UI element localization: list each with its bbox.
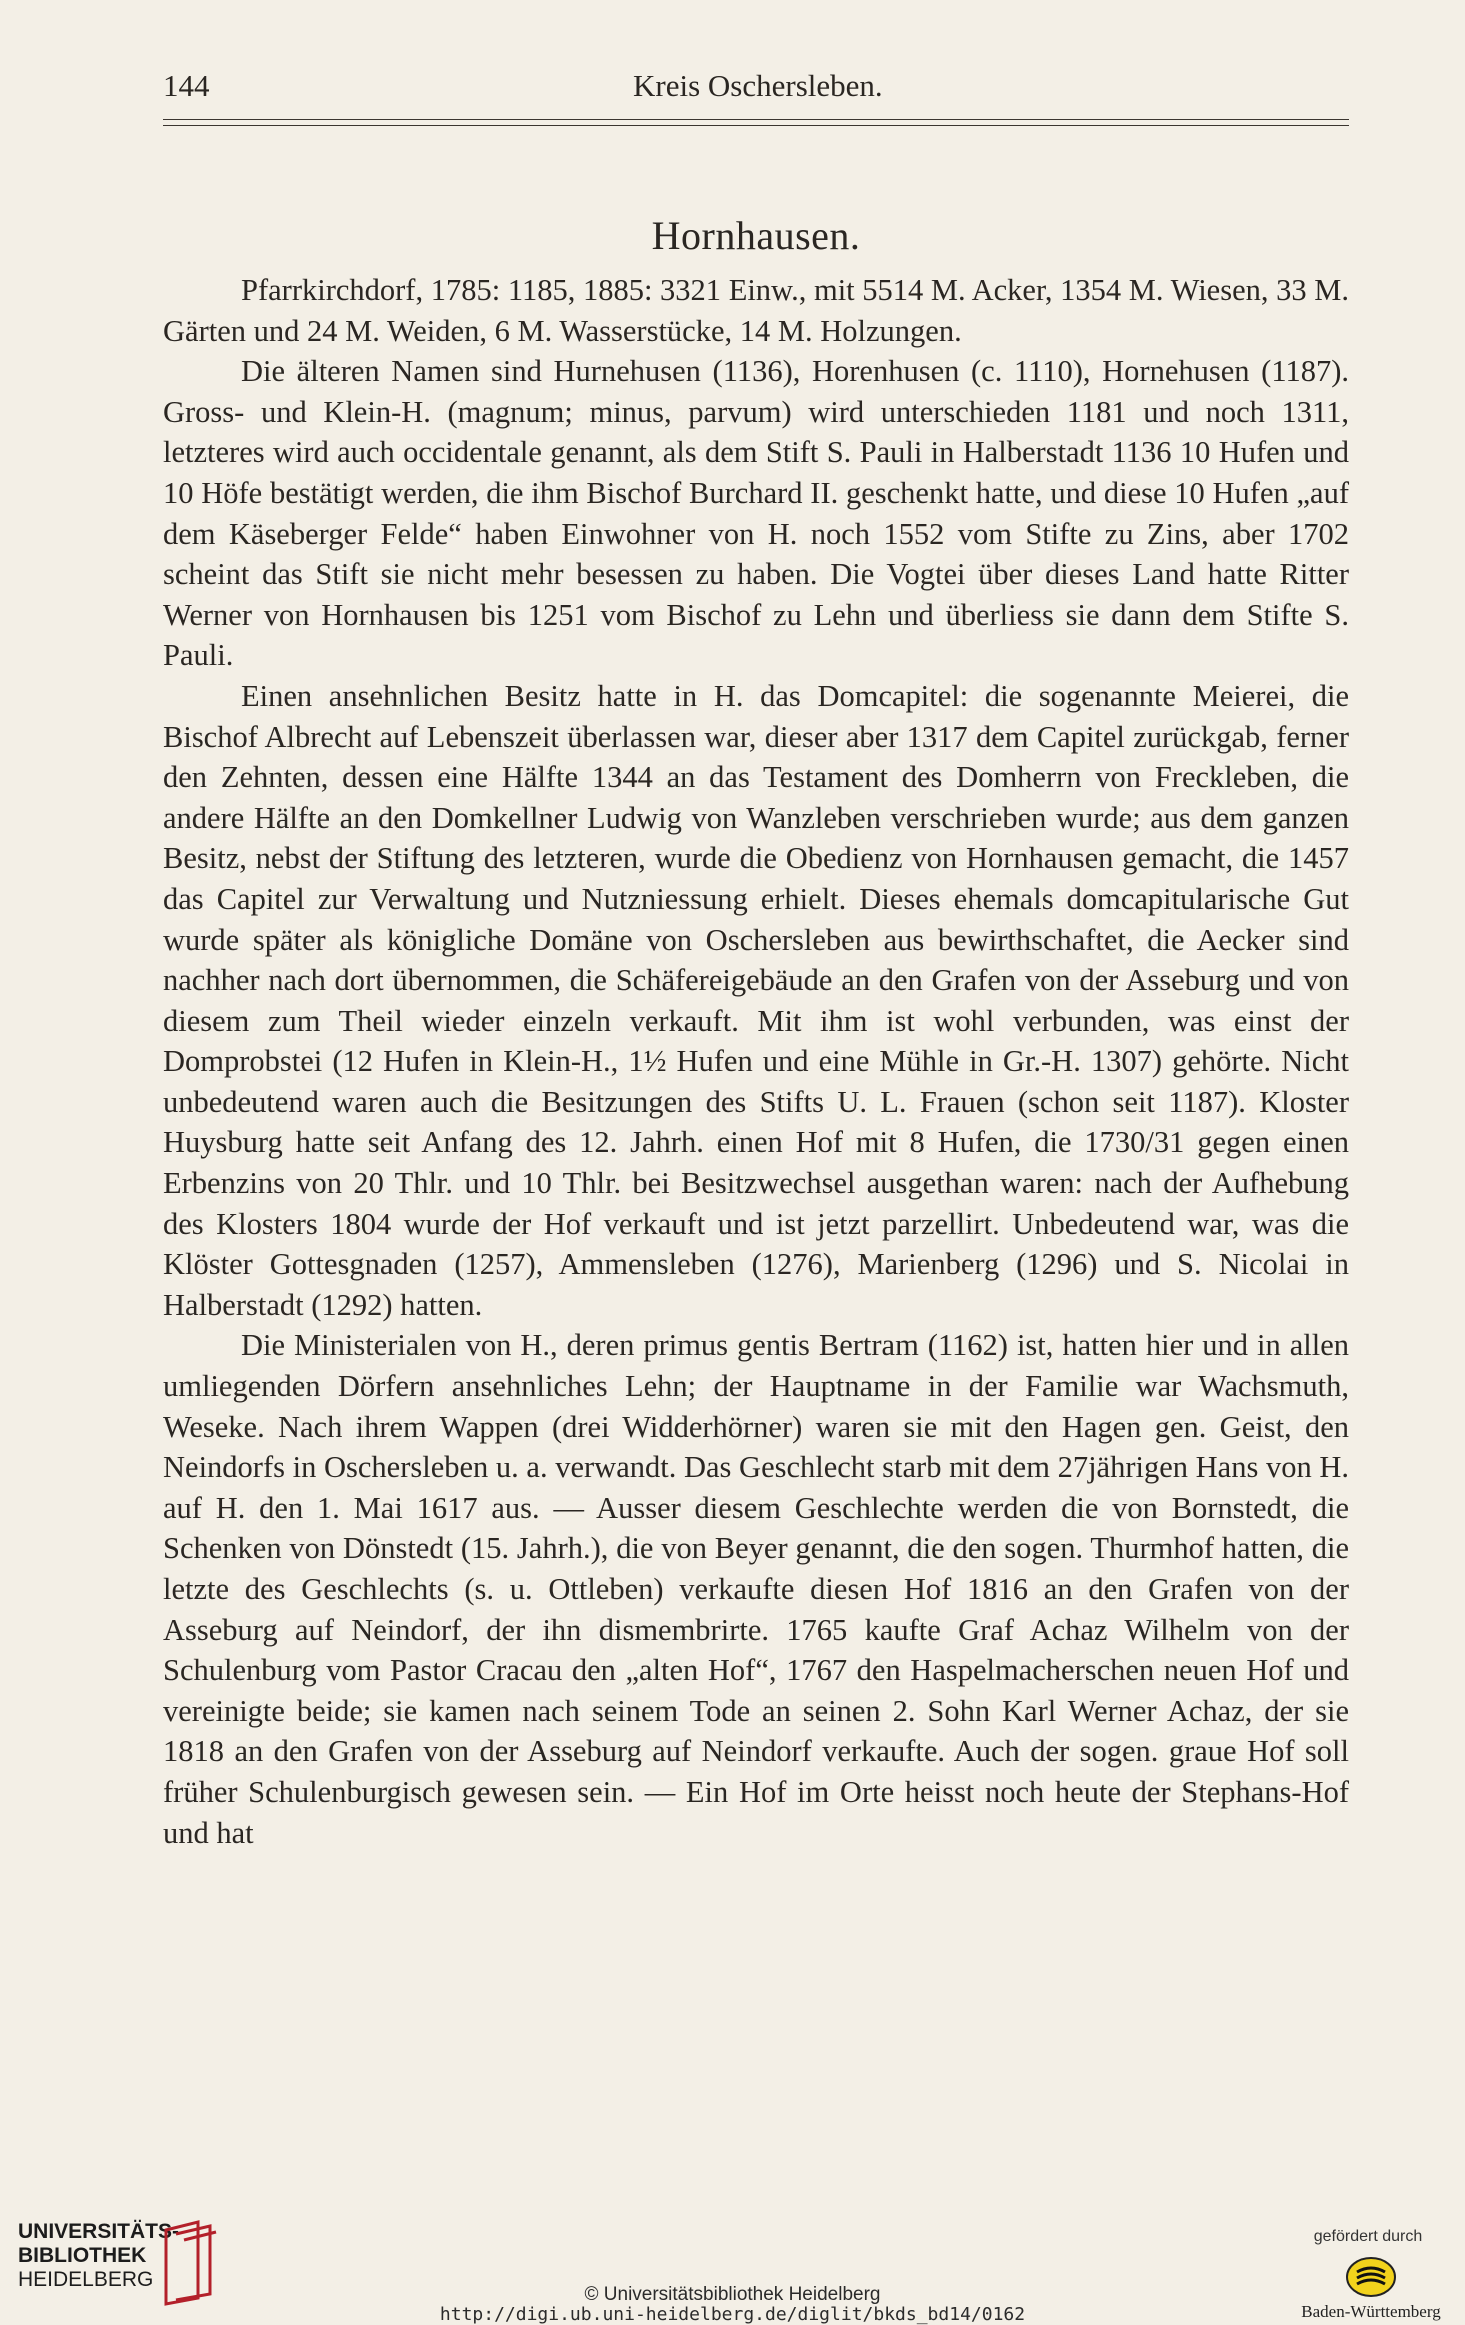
funded-by-label: gefördert durch <box>1313 2228 1423 2245</box>
page-header <box>163 68 1349 114</box>
source-url[interactable]: http://digi.ub.uni-heidelberg.de/diglit/bkds_bd14/0162 <box>439 2304 1026 2325</box>
paragraph-3: Einen ansehnlichen Besitz hatte in H. das Domcapitel: die sogenannte Meierei, die Bischof Albrecht auf Lebenszeit überlassen war, dieser aber 1317 dem Capitel zurückgab, ferner den Zehnten, dessen eine Hälfte 1344 an das Testament des Domherrn von Freckleben, die andere Hälfte an den Domkellner Ludwig von Wanzleben verschrieben wurde; aus dem ganzen Besitz, nebst der Stiftung des letzteren, wurde die Obedienz von Hornhausen gemacht, die 1457 das Capitel zur Verwaltung und Nutzniessung erhielt. Dieses ehemals domcapitularische Gut wurde später als königliche Domäne von Oschersleben aus bewirthschaftet, die Aecker sind nachher nach dort übernommen, die Schäfereigebäude an den Grafen von der Asseburg und von diesem zum Theil wieder einzeln verkauft. Mit ihm ist wohl verbunden, was einst der Domprobstei (12 Hufen in Klein-H., 1½ Hufen und eine Mühle in Gr.-H. 1307) gehörte. Nicht unbedeutend waren auch die Besitzungen des Stifts U. L. Frauen (schon seit 1187). Kloster Huysburg hatte seit Anfang des 12. Jahrh. einen Hof mit 8 Hufen, die 1730/31 gegen einen Erbenzins von 20 Thlr. und 10 Thlr. bei Besitzwechsel ausgethan waren: nach der Aufhebung des Klosters 1804 wurde der Hof verkauft und ist jetzt parzellirt. Unbedeutend war, was die Klöster Gottesgnaden (1257), Ammensleben (1276), Marienberg (1296) und S. Nicolai in Halberstadt (1292) hatten. <box>163 678 1349 1322</box>
library-line-1: UNIVERSITÄTS- <box>18 2220 180 2243</box>
paragraph-1: Pfarrkirchdorf, 1785: 1185, 1885: 3321 Einw., mit 5514 M. Acker, 1354 M. Wiesen, 33 M. Gärten und 24 M. Weiden, 6 M. Wasserstücke, 14 M. Holzungen. <box>163 273 1349 348</box>
copyright-notice: © Universitätsbibliothek Heidelberg <box>584 2284 881 2305</box>
library-logo-text <box>18 2220 179 2292</box>
paragraph-4: Die Ministerialen von H., deren primus gentis Bertram (1162) ist, hatten hier und in allen umliegenden Dörfern ansehnliches Lehn; der Hauptname in der Familie war Wachsmuth, Weseke. Nach ihrem Wappen (drei Widderhörner) waren sie mit den Hagen gen. Geist, den Neindorfs in Oschersleben u. a. verwandt. Das Geschlecht starb mit dem 27jährigen Hans von H. auf H. den 1. Mai 1617 aus. — Ausser diesem Geschlechte werden die von Bornstedt, die Schenken von Dönstedt (15. Jahrh.), die von Beyer genannt, die den sogen. Thurmhof hatten, die letzte des Geschlechts (s. u. Ottleben) verkaufte diesen Hof 1816 an den Grafen von der Asseburg auf Neindorf, der ihn dismembrirte. 1765 kaufte Graf Achaz Wilhelm von der Schulenburg vom Pastor Cracau den „alten Hof“, 1767 den Haspelmacherschen neuen Hof und vereinigte beide; sie kamen nach seinem Tode an seinen 2. Sohn Karl Werner Achaz, der sie 1818 an den Grafen von der Asseburg auf Neindorf verkaufte. Auch der sogen. graue Hof soll früher Schulenburgisch gewesen sein. — Ein Hof im Orte heisst noch heute der Stephans-Hof und hat <box>163 1328 1349 1850</box>
header-rule <box>163 119 1349 126</box>
library-line-3: HEIDELBERG <box>18 2268 154 2291</box>
paragraph-2: Die älteren Namen sind Hurnehusen (1136), Horenhusen (c. 1110), Hornehusen (1187). Gross- und Klein-H. (magnum; minus, parvum) wird unterschieden 1181 und noch 1311, letzteres wird auch occidentale genannt, als dem Stift S. Pauli in Halberstadt 1136 10 Hufen und 10 Höfe bestätigt werden, die ihm Bischof Burchard II. geschenkt hatte, und diese 10 Hufen „auf dem Käseberger Felde“ haben Einwohner von H. noch 1552 vom Stifte zu Zins, aber 1702 scheint das Stift sie nicht mehr besessen zu haben. Die Vogtei über dieses Land hatte Ritter Werner von Hornhausen bis 1251 vom Bischof zu Lehn und überliess sie dann dem Stifte S. Pauli. <box>163 354 1349 673</box>
state-crest-icon <box>1345 2256 1397 2298</box>
footer <box>0 2200 1465 2324</box>
state-label: Baden-Württemberg <box>1301 2302 1441 2321</box>
running-title: Kreis Oschersleben. <box>633 68 883 103</box>
page-number: 144 <box>163 68 210 103</box>
body-text <box>163 270 1349 1853</box>
library-line-2: BIBLIOTHEK <box>18 2244 147 2267</box>
section-title: Hornhausen. <box>651 213 861 258</box>
